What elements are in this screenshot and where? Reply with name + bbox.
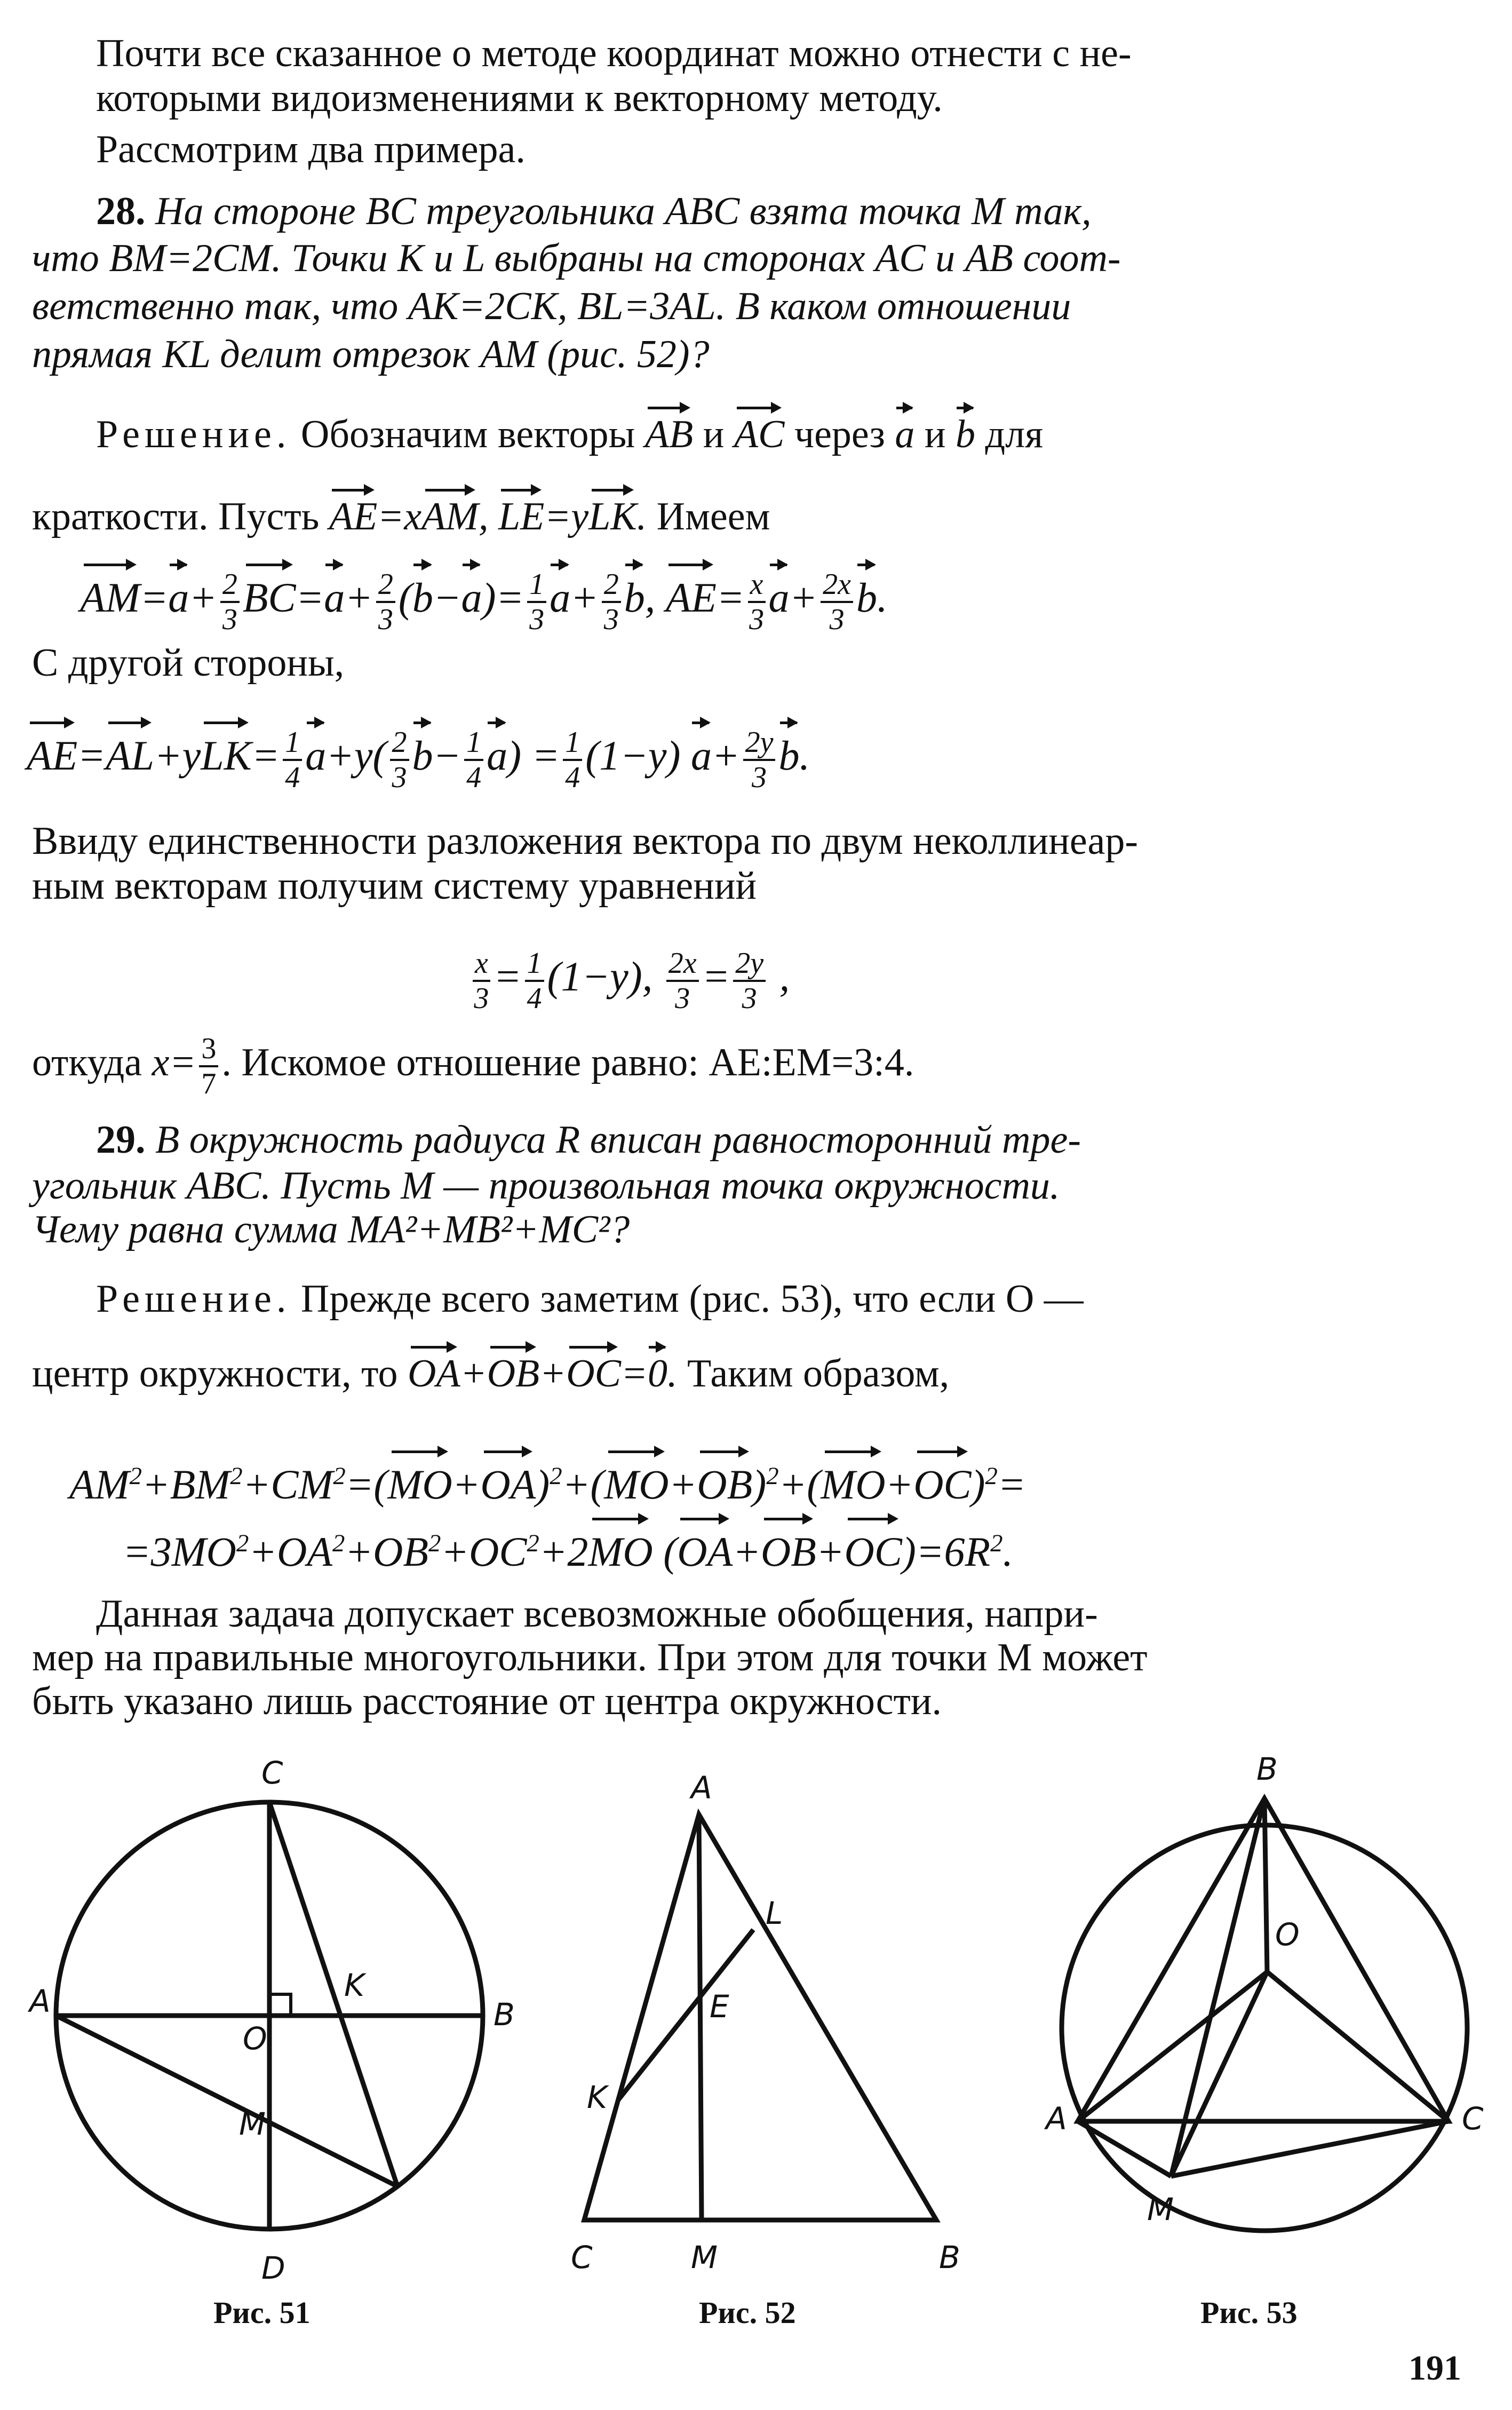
problem-28-number: 28. bbox=[96, 189, 146, 233]
fig52-caption: Рис. 52 bbox=[699, 2295, 796, 2330]
fig52-label-l: L bbox=[766, 1895, 783, 1931]
solution-28-line-2: краткости. Пусть AE=xAM, LE=yLK. Имеем bbox=[32, 491, 770, 542]
intro-line-1: Почти все сказанное о методе координат можно отнести с не- bbox=[96, 31, 1132, 75]
fig51-label-d: D bbox=[261, 2250, 285, 2286]
equation-am-ae: AM=a+ $\frac{2}{3}$ BC=a+ $\frac{2}{3}$ (b−a)= $\frac{1}{3}$ a+ $\frac{2}{3}$ b, AE= $\frac{x}{3}$ a+ $\frac{2x}{3}$ b. bbox=[80, 566, 888, 636]
fig53-label-m: M bbox=[1147, 2191, 1174, 2227]
intro-line-2: которыми видоизменениями к векторному методу. bbox=[96, 76, 943, 120]
equation-system: $\frac{x}{3}$ = $\frac{1}{4}$ (1−y), $\frac{2x}{3}$ = $\frac{2y}{3}$ , bbox=[469, 945, 790, 1015]
discussion-line-1: Данная задача допускает всевозможные обобщения, напри- bbox=[96, 1592, 1098, 1636]
equation-sum-2: $=3MO^2+OA^2+OB^2+OC^2+2MO$ $(OA+OB+OC)=6R^2$. bbox=[123, 1511, 1013, 1584]
fig51-label-c: C bbox=[261, 1755, 283, 1791]
figure-52 bbox=[555, 1740, 1024, 2327]
problem-28-line-2: что BM=2CM. Точки K и L выбраны на сторонах AC и AB соот- bbox=[32, 236, 1121, 280]
fig53-label-b: B bbox=[1256, 1751, 1278, 1787]
problem-28-line-1: 28. На стороне BC треугольника ABC взята точка M так, bbox=[96, 189, 1092, 233]
fig53-caption: Рис. 53 bbox=[1200, 2295, 1298, 2330]
fig52-label-b: B bbox=[939, 2239, 960, 2276]
fig51-caption: Рис. 51 bbox=[213, 2295, 311, 2330]
equation-sum-1: $AM^2+BM^2+CM^2=(MO+OA)^2+(MO+OB)^2+(MO+OC)^2=$ bbox=[69, 1444, 1026, 1517]
solution-29-line-1: Решение. Прежде всего заметим (рис. 53), что если O — bbox=[96, 1277, 1084, 1321]
problem-29-line-1: 29. В окружность радиуса R вписан равносторонний тре- bbox=[96, 1118, 1081, 1162]
fig52-label-e: E bbox=[710, 1988, 729, 2025]
other-side-text: С другой стороны, bbox=[32, 641, 345, 685]
fig53-label-a: A bbox=[1046, 2100, 1067, 2137]
intro-line-3: Рассмотрим два примера. bbox=[96, 128, 526, 171]
discussion-line-2: мер на правильные многоугольники. При этом для точки M может bbox=[32, 1636, 1148, 1679]
problem-29-number: 29. bbox=[96, 1118, 146, 1162]
fig51-label-b: B bbox=[494, 1996, 515, 2033]
fig52-label-k: K bbox=[587, 2079, 608, 2115]
solution-29-line-2: центр окружности, то OA+OB+OC=0. Таким образом, bbox=[32, 1348, 949, 1399]
fig51-label-o: O bbox=[243, 2020, 267, 2057]
problem-28-line-4: прямая KL делит отрезок AM (рис. 52)? bbox=[32, 332, 710, 376]
discussion-line-3: быть указано лишь расстояние от центра окружности. bbox=[32, 1679, 942, 1723]
fig52-label-m: M bbox=[691, 2239, 718, 2276]
fig51-label-m: M bbox=[239, 2106, 266, 2142]
figure-53 bbox=[1040, 1740, 1512, 2327]
figure-51 bbox=[0, 1740, 515, 2327]
fig51-label-a: A bbox=[29, 1983, 51, 2019]
problem-29-line-3: Чему равна сумма MA²+MB²+MC²? bbox=[32, 1208, 630, 1251]
fig52-label-a: A bbox=[691, 1770, 712, 1806]
problem-28-line-3: ветственно так, что AK=2CK, BL=3AL. В каком отношении bbox=[32, 284, 1071, 328]
solution-28-line-1: Решение. Обозначим векторы AB и AC через a и b для bbox=[96, 409, 1043, 460]
fig52-label-c: C bbox=[571, 2239, 593, 2276]
fig51-label-k: K bbox=[344, 1967, 365, 2003]
uniqueness-line-1: Ввиду единственности разложения вектора по двум неколлинеар- bbox=[32, 819, 1139, 863]
uniqueness-line-2: ным векторам получим систему уравнений bbox=[32, 864, 757, 908]
problem-29-line-2: угольник ABC. Пусть M — произвольная точка окружности. bbox=[32, 1164, 1060, 1208]
equation-ae-al: AE=AL+yLK= $\frac{1}{4}$ a+y( $\frac{2}{3}$ b− $\frac{1}{4}$ a) = $\frac{1}{4}$ (1−y) a+ $\frac{2y}{3}$ b. bbox=[27, 724, 810, 794]
fig53-label-c: C bbox=[1462, 2100, 1484, 2137]
page-number: 191 bbox=[1408, 2349, 1461, 2388]
result-28: откуда x= $\frac{3}{7}$ . Искомое отношение равно: AE:EM=3:4. bbox=[32, 1032, 914, 1100]
fig53-label-o: O bbox=[1275, 1916, 1300, 1953]
